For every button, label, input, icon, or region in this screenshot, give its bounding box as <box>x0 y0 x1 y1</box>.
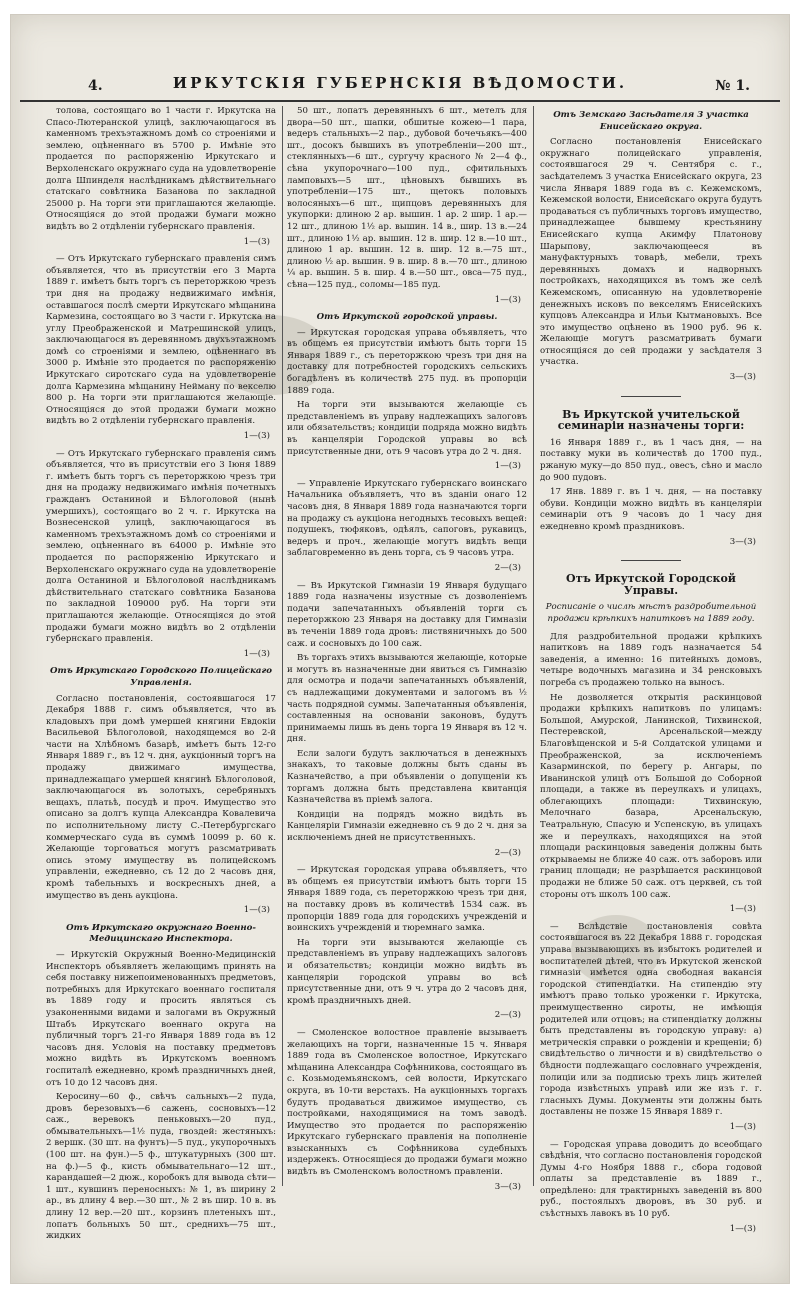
notice-text: Согласно постановленія Енисейскаго окружнаго полицейскаго управленія, состоявшагося 29 ч. Сентября с. г., засѣдателемъ 3 участка Енисейскаго округа, 23 числа Января 1889 года въ с. Кежемскомъ, Кежемской волости, Енисейскаго округа будутъ продаваться съ публичныхъ торговъ имущество, принадлежащее бывшему крестьянину Енисейскаго купца Акимфу Платонову Шарыпову, заключающееся въ мануфактурныхъ товарѣ, мебели, трехъ деревянныхъ домахъ и надворныхъ постройкахъ, находящихся въ томъ же селѣ Кежемскомъ, описанную на удовлетвореніе денежныхъ исковъ по векселямъ Енисейскихъ купцовъ Александра и Ильи Кытмановыхъ. Все это имущество оцѣнено въ 1900 руб. 96 к. Желающіе могутъ разсматривать бумаги относящіяся до сей продажи у засѣдателя 3 участка. <box>540 137 762 368</box>
notice-text: — Иркутскій Окружный Военно-Медицинскій Инспекторъ объявляетъ желающимъ принять на себя поставку нижепоименованныхъ предметовъ, потребныхъ для Иркутскаго военнаго госпиталя въ 1889 году и просить являться съ узаконенными видами и залогами въ Окружный Штабъ Иркутскаго военнаго округа на публичный торгъ 21-го Января 1889 года въ 12 часовъ дня. Условія на поставку предметовъ можно видѣть въ Иркутскомъ военномъ госпиталѣ ежедневно, кромѣ праздничныхъ дней, отъ 10 до 12 часовъ дня. <box>46 949 276 1088</box>
column-rule <box>282 106 283 1186</box>
notice-signature: 1—(3) <box>243 905 270 916</box>
separator <box>621 560 681 561</box>
notice-text: Кондиціи на подрядъ можно видѣть въ Канцеляріи Гимназіи ежедневно съ 9 до 2 ч. дня за исключеніемъ дней не присутственныхъ. <box>287 809 527 844</box>
newspaper-title: ИРКУТСКІЯ ГУБЕРНСКІЯ ВѢДОМОСТИ. <box>172 74 628 92</box>
section-subheading: Росписаніе о числѣ мѣстъ раздробительной продажи крѣпкихъ напитковъ на 1889 году. <box>545 602 757 624</box>
issue-number: № 1. <box>715 78 750 94</box>
separator <box>621 396 681 397</box>
notice-text: — Вслѣдствіе постановленія совѣта состоявшагося въ 22 Декабря 1888 г. городская управа вызывающихъ въ избытокъ родителей и воспитателей дѣтей, что въ Иркутской женской гимназіи имѣется одна свободная вакансія городской стипендіатки. На стипендію эту имѣютъ право только уроженки г. Иркутска, преимущественно сироты, не имѣющія родителей или отцовъ; на стипендіатку должны быть представлены въ городскую управу: а) метрическія справки о рожденіи и крещеніи; б) свидѣтельство о личности и в) свидѣтельство о бѣдности подлежащаго сословнаго учрежденія, полиціи или за подписью трехъ лицъ жителей города извѣстныхъ управѣ или же изъ г. г. гласныхъ Думы. Документы эти должны быть доставлены не позже 15 Января 1889 г. <box>540 921 762 1118</box>
notice-text: — Отъ Иркутскаго губернскаго правленія симъ объявляется, что въ присутствіи его 3 Іюня 1889 г. имѣетъ быть торгъ съ переторжкою чрезъ три дня на продажу недвижимаго имѣнія почетныхъ гражданъ Останиной и Бѣлоголовой (нынѣ умершихъ), состоящаго во 2 ч. г. Иркутска на Вознесенской улицѣ, заключающагося въ каменномъ трехъэтажномъ домѣ со строеніями и землею, оцѣненнаго въ 64000 р. Имѣніе это продается по распоряженію Иркутскаго и Верхоленскаго окружнаго суда на удовлетвореніе долга Останиной и Бѣлоголовой наслѣдникамъ дѣйствительнаго статскаго совѣтника Базанова по закладной 109000 руб. На торги эти приглашаются желающіе. Относящіяся до этой продажи бумаги можно видѣть во 2 отдѣленіи губернскаго правленія. <box>46 448 276 645</box>
notice-signature: 1—(3) <box>494 294 521 305</box>
notice-signature: 1—(3) <box>243 648 270 659</box>
notice-text: Керосину—60 ф., свѣчъ сальныхъ—2 пуда, дровъ березовыхъ—6 сажень, сосновыхъ—12 саж., веревокъ пеньковыхъ—20 пуд., обмывательныхъ—1½ пуда, гвоздей: жестяныхъ: 2 вершк. (30 шт. на фунтъ)—5 пуд., укупорочныхъ (100 шт. на фун.)—5 ф., штукатурныхъ (300 шт. на ф.)—5 ф., кисть обмывательнаго—12 шт., карандашей—2 дюж., коробокъ для вывода сѣти—1 шт., кувшинъ переносныхъ: № 1, въ ширину 2 ар., въ длину 4 вер.—30 шт., № 2 въ шир. 10 в. въ длину 12 вер.—20 шт., корзинъ плетеныхъ шт., лопатъ больныхъ 50 шт., среднихъ—75 шт., жидких <box>46 1092 276 1242</box>
notice-text: На торги эти вызываются желающіе съ представленіемъ въ управу надлежащихъ залоговъ или обязательствъ; кондиціи подряда можно видѣть въ канцеляріи Городской управы во всѣ присутственные дни, отъ 9 часовъ утра до 2 ч. дня. <box>287 400 527 457</box>
section-heading: Отъ Иркутскаго окружнаго Военно-Медицинскаго Инспектора. <box>66 922 256 945</box>
notice-signature: 3—(3) <box>729 372 756 383</box>
notice-text: 16 Января 1889 г., въ 1 часъ дня, — на поставку муки въ количествѣ до 1700 пуд., ржаную муку—до 850 пуд., овесъ, сѣно и масло до 900 пудовъ. <box>540 437 762 483</box>
column-3 <box>540 106 762 1246</box>
notice-text: Согласно постановленія, состоявшагося 17 Декабря 1888 г. симъ объявляется, что въ кладовыхъ при домѣ умершей княгини Евдокіи Васильевой Бѣлоголовой, находящемся во 2-й части на Хлѣбномъ базарѣ, имѣетъ быть 12-го Января 1889 г., въ 12 ч. дня, аукціонный торгъ на продажу движимаго имущества, принадлежащаго умершей княгинѣ Бѣлоголовой, заключающагося въ золотыхъ, серебряныхъ вещахъ, платьѣ, посудѣ и проч. Имущество это описано за долгъ купца Александра Ковалевича по исполнительному листу С.-Петербургскаго коммерческаго суда въ суммѣ 10099 р. 60 к. Желающіе торговаться могутъ разсматривать опись этому имуществу въ полицейскомъ управленіи, ежедневно, съ 12 до 2 часовъ дня, кромѣ табельныхъ и воскресныхъ дней, а имущество въ день аукціона. <box>46 693 276 901</box>
notice-text: На торги эти вызываются желающіе съ представленіемъ въ управу надлежащихъ залоговъ и обязательствъ; кондиціи можно видѣть въ канцеляріи городской управы во всѣ присутственные дни, отъ 9 ч. утра до 2 часовъ дня, кромѣ праздничныхъ дней. <box>287 937 527 1006</box>
section-heading: Отъ Иркутской Городской Управы. <box>566 572 736 597</box>
notice-signature: 3—(3) <box>729 536 756 547</box>
notice-text: толова, состоящаго во 1 части г. Иркутска на Спасо-Лютеранской улицѣ, заключающагося въ каменномъ трехъэтажномъ домѣ со строеніями и землею, оцѣненнаго въ 5700 р. Имѣніе это продается по распоряженію Иркутскаго и Верхоленскаго окружнаго суда на удовлетвореніе долга Шпинделя наслѣдникамъ дѣйствительнаго статскаго совѣтника Базанова по закладной 25000 р. На торги эти приглашаются желающіе. Относящіяся до этой продажи бумаги можно видѣть во 2 отдѣленіи губернскаго правленія. <box>46 106 276 232</box>
notice-text: — Управленіе Иркутскаго губернскаго воинскаго Начальника объявляетъ, что въ зданіи онаго 12 часовъ дня, 8 Января 1889 года назначаются торги на продажу съ аукціона негодныхъ тесовыхъ вещей: подушекъ, тюфяковъ, одѣялъ, сапоговъ, рукавицъ, ведеръ и проч., желающіе могутъ видѣть вещи заблаговременно въ день торга, съ 9 часовъ утра. <box>287 478 527 559</box>
notice-signature: 1—(3) <box>729 1121 756 1132</box>
notice-signature: 1—(3) <box>729 1223 756 1234</box>
notice-text: Если залоги будутъ заключаться в денежныхъ знакахъ, то таковые должны быть сданы въ Казначейство, а при объявленіи о допущеніи къ торгамъ должна быть представлена квитанція Казначейства въ пріемѣ залога. <box>287 748 527 806</box>
notice-signature: 2—(3) <box>494 1010 521 1021</box>
notice-signature: 1—(3) <box>494 461 521 472</box>
column-2 <box>287 106 527 1246</box>
section-heading: Отъ Земскаго Засѣдателя 3 участка Енисейскаго округа. <box>553 110 749 132</box>
notice-signature: 2—(3) <box>494 562 521 573</box>
page-header <box>20 60 780 102</box>
notice-signature: 3—(3) <box>494 1181 521 1192</box>
section-heading: Въ Иркутской учительской семинаріи назначены торги: <box>557 407 745 433</box>
notice-text: Для раздробительной продажи крѣпкихъ напитковъ на 1889 годъ назначается 54 заведенія, а именно: 16 питейныхъ домовъ, четыре водочныхъ магазина и 34 ренсковыхъ погреба съ продажею только на выносъ. <box>540 631 762 688</box>
notice-text: Не дозволяется открытія раскинцовой продажи крѣпкихъ напитковъ по улицамъ: Большой, Амурской, Ланинской, Тихвинской, Пестеревской, Арсенальской—между Благовѣщенской и 5-й Солдатской улицами и Преображенской, за исключеніемъ Казарминской, по берегу р. Ангары, по Иванинской улицѣ отъ Большой до Соборной площади, а также въ переулкахъ и улицахъ, облегающихъ площади: Тихвинскую, Мелочнаго базара, Арсенальскую, Театральную, Спасую и Успенскую, въ улицахъ же и переулкахъ, находящихся на этой площади раскинцовыя заведенія должны быть открываемы не ближе 40 саж. отъ заборовъ или границ площади; не разрѣшается раскинцовой продажи не ближе 50 саж. отъ церквей, съ той стороны отъ школъ 100 саж. <box>540 692 762 900</box>
page-number: 4. <box>88 78 103 94</box>
notice-text: — Иркутская городская управа объявляетъ, что въ общемъ ея присутствіи имѣютъ быть торги 15 Января 1889 года, съ переторжкою чрезъ три дня, на поставку дровъ въ количествѣ 1534 саж. въ пропорціи 1889 года для городскихъ учрежденій и воинскихъ учрежденій и тюремнаго замка. <box>287 865 527 934</box>
notice-signature: 2—(3) <box>494 847 521 858</box>
column-1 <box>46 106 276 1246</box>
column-rule <box>533 106 534 1186</box>
notice-signature: 1—(3) <box>243 431 270 442</box>
notice-signature: 1—(3) <box>243 236 270 247</box>
section-heading: Отъ Иркутскаго Городского Полицейскаго Управленія. <box>49 666 273 688</box>
notice-text: 50 шт., лопатъ деревянныхъ 6 шт., метелъ для двора—50 шт., шапки, обшитые кожею—1 пара, ведеръ стальныхъ—2 пар., дубовой бочечьякъ—400 шт., досокъ бывшихъ въ употребленіи—200 шт., стеклянныхъ—6 шт., сургучу красного № 2—4 ф., сѣна укупорочнаго—100 пуд., сфитильныхъ ламповыхъ—5 шт., цѣновыхъ бывшихъ въ употребленіи—175 шт., щетокъ половыхъ волосяныхъ—6 шт., щипцовъ деревянныхъ для укупорки: длиною 2 ар. вышин. 1 ар. 2 шир. 1 ар.—12 шт., длиною 1½ ар. вышин. 14 в., шир. 13 в.—24 шт., длиною 1½ ар. вышин. 12 в. шир. 12 в.—10 шт., длиною 1 ар. вышин. 12 в. шир. 12 в.—75 шт., длиною ½ ар. вышин. 9 в. шир. 8 в.—70 шт., длиною ¼ ар. вышин. 5 в. шир. 4 в.—50 шт., овса—75 пуд., сѣна—125 пуд., соломы—185 пуд. <box>287 106 527 290</box>
notice-text: — Отъ Иркутскаго губернскаго правленія симъ объявляется, что въ присутствіи его 3 Марта 1889 г. имѣетъ быть торгъ съ переторжкою чрезъ три дня на продажу недвижимаго имѣнія, оставшагося послѣ смерти Иркутскаго мѣщанина Кармезина, состоящаго во 3 части г. Иркутска на углу Преображенской и Матрешинской улицъ, заключающагося въ деревянномъ двухъэтажномъ домѣ со строеніями и землею, оцѣненнаго въ 3000 р. Имѣніе это продается по распоряженію Иркутскаго сиротскаго суда на удовлетвореніе долга Кармезина мѣщанину Нейману по векселю 800 р. На торги эти приглашаются желающіе. Относящіяся до этой продажи бумаги можно видѣть во 2 отдѣленіи губернскаго правленія. <box>46 254 276 427</box>
section-heading: Отъ Иркутской городской управы. <box>316 312 498 323</box>
notice-text: Въ торгахъ этихъ вызываются желающіе, которые и могутъ въ назначенные дни явиться съ Гимназію для осмотра и подачи запечатанныхъ объявленій, съ надлежащими документами и залогомъ въ ½ часть подрядной суммы. Запечатанныя объявленія, составленныя на основаніи законовъ, будутъ принимаемы лишь въ день торга 19 Января въ 12 ч. дня. <box>287 653 527 745</box>
notice-text: — Смоленское волостное правленіе вызываетъ желающихъ на торги, назначенные 15 ч. Января 1889 года въ Смоленское волостное, Иркутскаго мѣщанина Александра Софѣнникова, состоящаго въ с. Козьмодемьянскомъ, сей волости, Иркутскаго округа, въ 10-ти верстахъ. На аукціонныхъ торгахъ будутъ продаваться движимое имущество, съ постройками, находящимися на томъ заводѣ. Имущество это продается по распоряженію Иркутскаго губернскаго правленія на пополненіе взысканныхъ съ Софѣнникова судебныхъ издержекъ. Относящіеся до продажи бумаги можно видѣть въ Смоленскомъ волостномъ правленіи. <box>287 1027 527 1178</box>
notice-text: — Иркутская городская управа объявляетъ, что въ общемъ ея присутствіи имѣютъ быть торги 15 Января 1889 г., съ переторжкою чрезъ три дня на доставку для потребностей городскихъ сельскихъ богадѣленъ въ количествѣ 275 пуд. въ пропорціи 1889 года. <box>287 327 527 396</box>
notice-text: — Городская управа доводитъ до всеобщаго свѣдѣнія, что согласно постановленія городской Думы 4-го Ноября 1888 г., сбора годовой оплаты за представленіе въ 1889 г., опредѣлено: для трактирныхъ заведеній въ 800 руб., постоялыхъ дворовъ, въ 30 руб. и съѣстныхъ лавокъ въ 10 руб. <box>540 1139 762 1220</box>
notice-text: 17 Янв. 1889 г. въ 1 ч. дня, — на поставку обуви. Кондиціи можно видѣть въ канцеляріи семинаріи отъ 9 часовъ до 1 часу дня ежедневно кромѣ праздниковъ. <box>540 487 762 532</box>
notice-signature: 1—(3) <box>729 904 756 915</box>
notice-text: — Въ Иркутской Гимназіи 19 Января будущаго 1889 года назначены изустные съ дозволеніемъ подачи запечатанныхъ объявленій торги съ переторжкою 23 Января на доставку для Гимназіи въ теченіи 1889 года дровъ: листвяничныхъ до 500 саж. и сосновыхъ до 100 саж. <box>287 580 527 649</box>
